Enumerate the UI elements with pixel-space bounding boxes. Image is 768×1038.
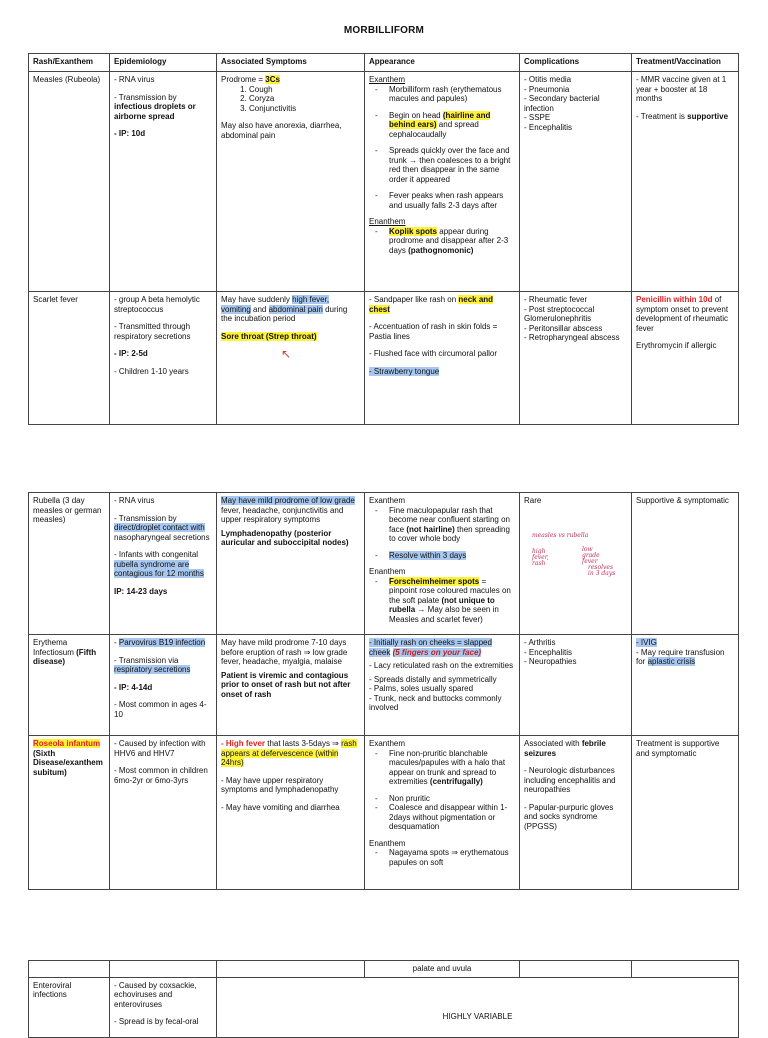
morbilliform-table-1 (28, 53, 739, 425)
handwritten-note: low grade fever (582, 546, 600, 565)
measles-symptoms: Prodrome = 3Cs 1. Cough 2. Coryza 3. Conjunctivitis May also have anorexia, diarrhea, abdominal pain (217, 72, 365, 292)
roseola-epidemiology: - Caused by infection with HHV6 and HHV7 - Most common in children 6mo-2yr or 6mo-3yrs (110, 736, 217, 890)
scarlet-symptoms: May have suddenly high fever, vomiting and abdominal pain during the incubation period Sore throat (Strep throat) ↖ (217, 292, 365, 425)
scarlet-epidemiology: - group A beta hemolytic streptococcus - Transmitted through respiratory secretions - IP: 2-5d - Children 1-10 years (110, 292, 217, 425)
handwritten-note: measles vs rubella (532, 532, 589, 539)
header-symptoms: Associated Symptoms (217, 54, 365, 72)
morbilliform-table-2 (28, 492, 739, 890)
measles-complications: - Otitis media - Pneumonia - Secondary bacterial infection - SSPE - Encephalitis (520, 72, 632, 292)
roseola-enanthem-continued: palate and uvula (365, 961, 520, 978)
enteroviral-epidemiology: - Caused by coxsackie, echoviruses and enteroviruses - Spread is by fecal-oral (110, 977, 217, 1037)
enteroviral-merged-cell: HIGHLY VARIABLE (217, 977, 739, 1037)
table-row-rubella (29, 493, 739, 635)
scarlet-treatment: Penicillin within 10d of symptom onset to prevent development of rheumatic fever Erythromycin if allergic (632, 292, 739, 425)
erythema-complications: - Arthritis - Encephalitis - Neuropathies (520, 635, 632, 736)
scarlet-name: Scarlet fever (29, 292, 110, 425)
measles-treatment: - MMR vaccine given at 1 year + booster at 18 months - Treatment is supportive (632, 72, 739, 292)
roseola-appearance: Exanthem - Fine non-pruritic blanchable macules/papules with a halo that appear on trunk and spread to extremities (centrifugally) - Non pruritic - Coalesce and disappear within 1-2days without pigmentation or desquamation Enanthem - Nagayama spots ⇒ erythematous papules on soft (365, 736, 520, 890)
page-title: MORBILLIFORM (343, 25, 425, 36)
roseola-complications: Associated with febrile seizures - Neurologic disturbances including encephalitis and neuropathies - Papular-purpuric gloves and socks syndrome (PPGSS) (520, 736, 632, 890)
morbilliform-table-3 (28, 960, 739, 1038)
handwritten-note: high fever, rash (532, 548, 549, 567)
table-row-enteroviral (29, 977, 739, 1037)
erythema-epidemiology: - Parvovirus B19 infection - Transmission via respiratory secretions - IP: 4-14d - Most common in ages 4-10 (110, 635, 217, 736)
rubella-treatment: Supportive & symptomatic (632, 493, 739, 635)
rubella-epidemiology: - RNA virus - Transmission by direct/droplet contact with nasopharyngeal secretions - Infants with congenital rubella syndrome are contagious for 12 months IP: 14-23 days (110, 493, 217, 635)
handwritten-note: resolves in 3 days (588, 564, 616, 577)
rubella-name: Rubella (3 day measles or german measles) (29, 493, 110, 635)
table-header-row (29, 54, 739, 72)
scarlet-complications: - Rheumatic fever - Post streptococcal Glomerulonephritis - Peritonsillar abscess - Retropharyngeal abscess (520, 292, 632, 425)
measles-name: Measles (Rubeola) (29, 72, 110, 292)
measles-epidemiology: - RNA virus - Transmission by infectious droplets or airborne spread - IP: 10d (110, 72, 217, 292)
erythema-symptoms: May have mild prodrome 7-10 days before eruption of rash ⇒ low grade fever, headache, myalgia, malaise Patient is viremic and contagious prior to onset of rash but not after onset of rash (217, 635, 365, 736)
rubella-appearance: Exanthem - Fine maculopapular rash that become near confluent starting on face (not hairline) then spreading to cover whole body - Resolve within 3 days Enanthem - Forscheimheimer spots = pinpoint rose coloured macules on the soft palate (not unique to rubella → May also be seen in Measles and scarlet fever) (365, 493, 520, 635)
table-row-erythema-infectiosum (29, 635, 739, 736)
table-row-continuation (29, 961, 739, 978)
header-complications: Complications (520, 54, 632, 72)
table-row-measles (29, 72, 739, 292)
erythema-treatment: - IVIG - May require transfusion for aplastic crisis (632, 635, 739, 736)
header-epidemiology: Epidemiology (110, 54, 217, 72)
header-treatment: Treatment/Vaccination (632, 54, 739, 72)
measles-appearance: Exanthem - Morbilliform rash (erythematous macules and papules) - Begin on head (hairline and behind ears) and spread cephalocaudally - Spreads quickly over the face and trunk → then coalesces to a bright red then disappear in the same order it appeared - Fever peaks when rash appears and usually falls 2-3 days after Enanthem - Koplik spots appear during prodrome and disappear after 2-3 days (pathognomonic) (365, 72, 520, 292)
roseola-treatment: Treatment is supportive and symptomatic (632, 736, 739, 890)
roseola-name: Roseola infantum (Sixth Disease/exanthem subitum) (29, 736, 110, 890)
table-row-scarlet-fever (29, 292, 739, 425)
header-rash: Rash/Exanthem (29, 54, 110, 72)
enteroviral-name: Enteroviral infections (29, 977, 110, 1037)
header-appearance: Appearance (365, 54, 520, 72)
erythema-name: Erythema Infectiosum (Fifth disease) (29, 635, 110, 736)
annotation-arrow-icon: ↖ (281, 347, 292, 361)
erythema-appearance: - Initially rash on cheeks = slapped cheek (5 fingers on your face) - Lacy reticulated rash on the extremities - Spreads distally and symmetrically - Palms, soles usually spared - Trunk, neck and buttocks commonly involved (365, 635, 520, 736)
table-row-roseola (29, 736, 739, 890)
scarlet-appearance: - Sandpaper like rash on neck and chest - Accentuation of rash in skin folds = Pastia lines - Flushed face with circumoral pallor - Strawberry tongue (365, 292, 520, 425)
roseola-symptoms: - High fever that lasts 3-5days ⇒ rash appears at defervescence (within 24hrs) - May have upper respiratory symptoms and lymphadenopathy - May have vomiting and diarrhea (217, 736, 365, 890)
rubella-complications: Rare measles vs rubella high fever, rash low grade fever resolves in 3 days (520, 493, 632, 635)
rubella-symptoms: May have mild prodrome of low grade fever, headache, conjunctivitis and upper respiratory symptoms Lymphadenopathy (posterior auricular and suboccipital nodes) (217, 493, 365, 635)
